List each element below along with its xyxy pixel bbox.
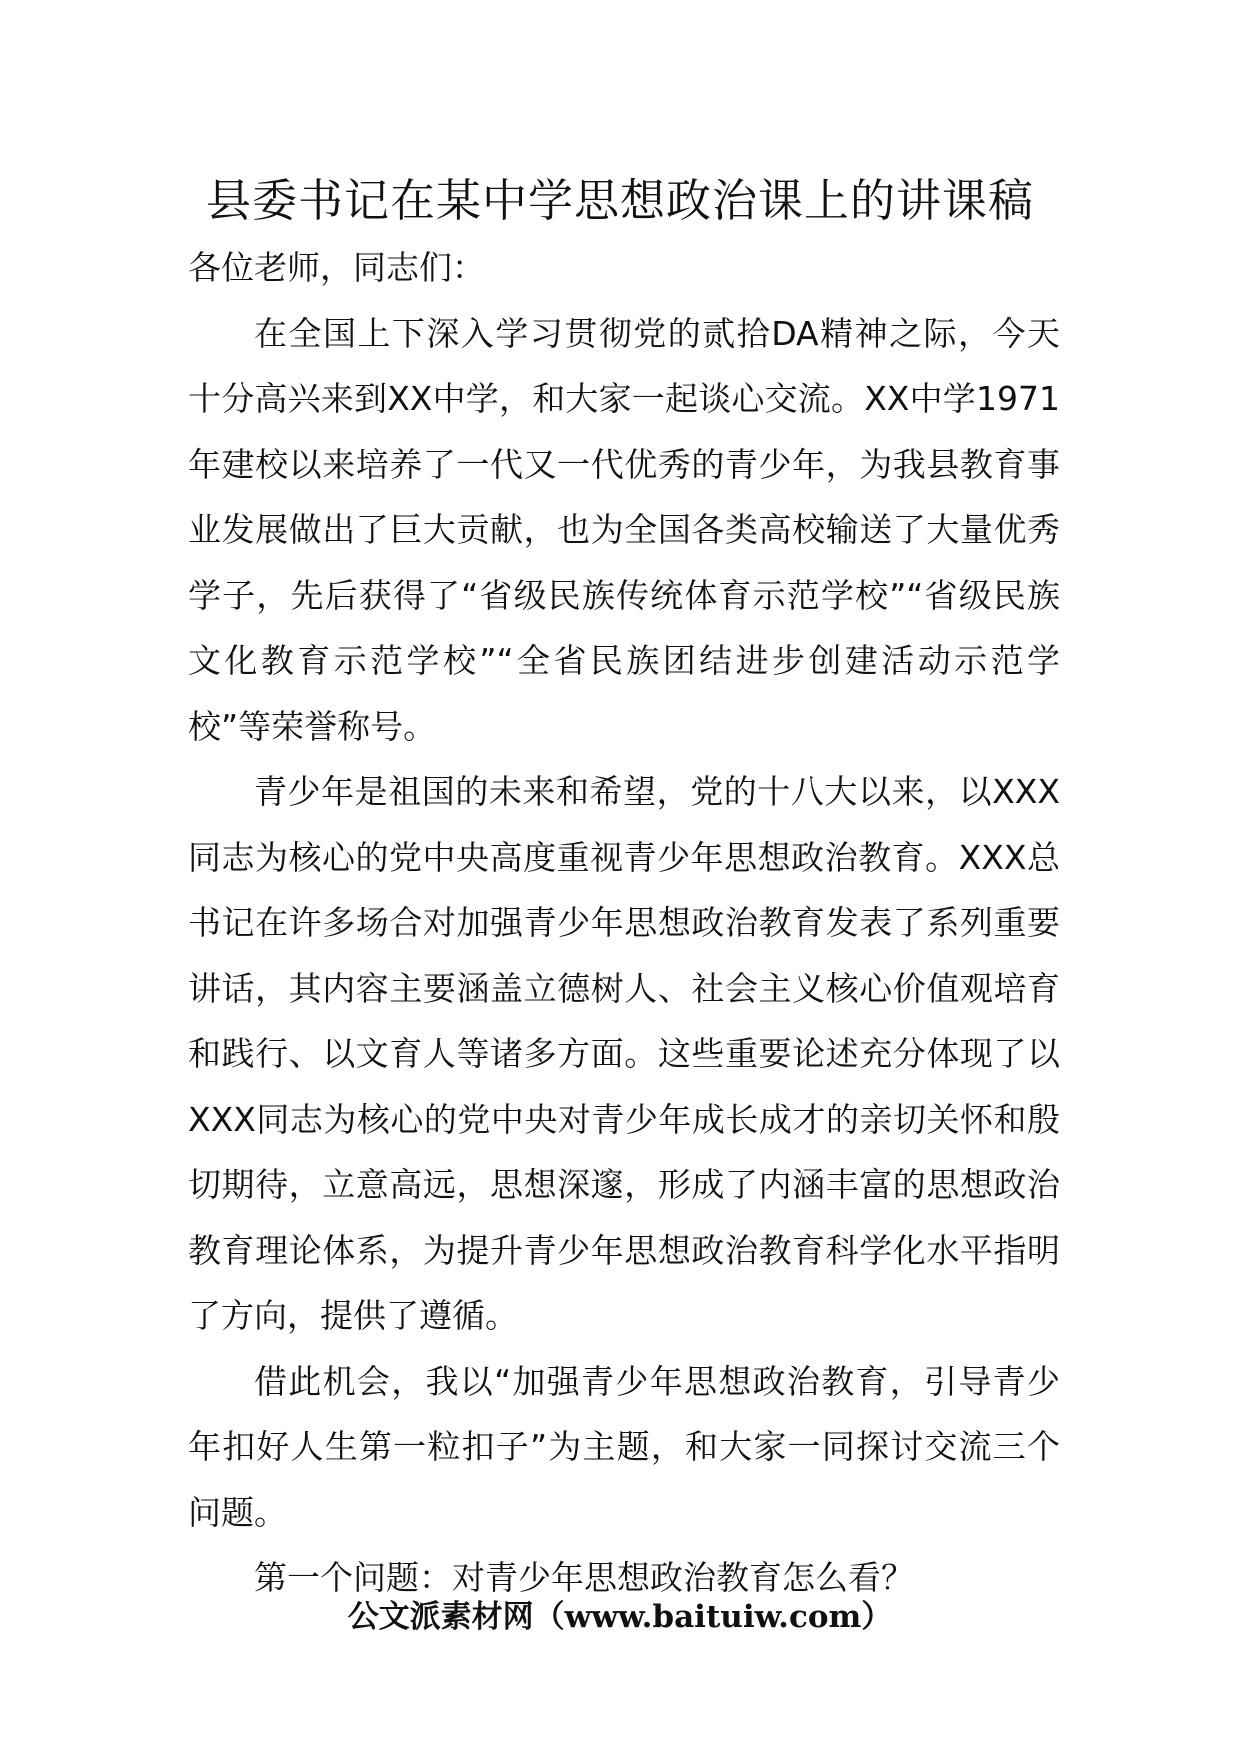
footer-watermark: 公文派素材网（www.baituiw.com） (347, 1599, 893, 1635)
salutation: 各位老师，同志们： (188, 248, 485, 287)
document-title: 县委书记在某中学思想政治课上的讲课稿 (205, 174, 1034, 227)
paragraph-topic: 借此机会，我以“加强青少年思想政治教育，引导青少年扣好人生第一粒扣子”为主题，和大家一同探讨交流三个问题。 (188, 1361, 1060, 1532)
paragraph-intro: 在全国上下深入学习贯彻党的贰拾DA精神之际，今天十分高兴来到XX中学，和大家一起谈心交流。XX中学1971年建校以来培养了一代又一代优秀的青少年，为我县教育事业发展做出了巨大贡献，也为全国各类高校输送了大量优秀学子，先后获得了“省级民族传统体育示范学校”“省级民族文化教育示范学校”“全省民族团结进步创建活动示范学校”等荣誉称号。 (188, 313, 1060, 746)
paragraph-youth: 青少年是祖国的未来和希望，党的十八大以来，以XXX同志为核心的党中央高度重视青少年思想政治教育。XXX总书记在许多场合对加强青少年思想政治教育发表了系列重要讲话，其内容主要涵盖立德树人、社会主义核心价值观培育和践行、以文育人等诸多方面。这些重要论述充分体现了以XXX同志为核心的党中央对青少年成长成才的亲切关怀和殷切期待，立意高远，思想深邃，形成了内涵丰富的思想政治教育理论体系，为提升青少年思想政治教育科学化水平指明了方向，提供了遵循。 (188, 772, 1060, 1335)
document-body (188, 235, 1060, 1611)
paragraph-first-question: 第一个问题：对青少年思想政治教育怎么看？ (254, 1558, 914, 1597)
